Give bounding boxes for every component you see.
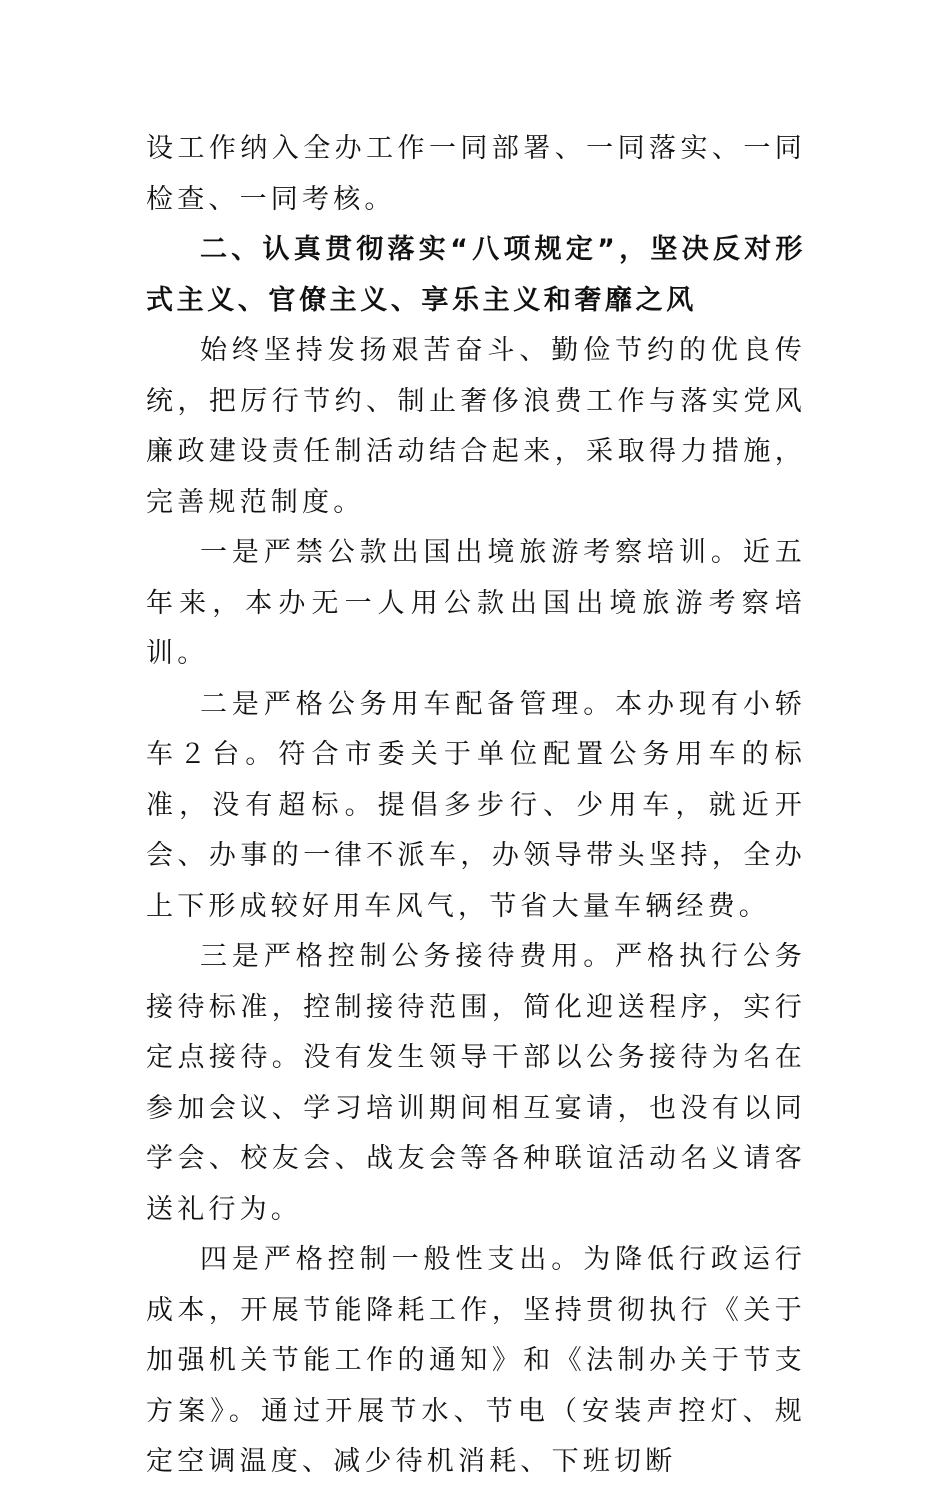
paragraph-intro: 始终坚持发扬艰苦奋斗、勤俭节约的优良传统，把厉行节约、制止奢侈浪费工作与落实党风廉政建设责任制活动结合起来，采取得力措施，完善规范制度。 [146, 335, 806, 518]
paragraph-item-1: 一是严禁公款出国出境旅游考察培训。近五年来，本办无一人用公款出国出境旅游考察培训。 [146, 537, 806, 669]
section-heading: 二、认真贯彻落实“八项规定”，坚决反对形式主义、官僚主义、享乐主义和奢靡之风 [146, 234, 806, 316]
paragraph-item-3: 三是严格控制公务接待费用。严格执行公务接待标准，控制接待范围，简化迎送程序，实行定点接待。没有发生领导干部以公务接待为名在参加会议、学习培训期间相互宴请，也没有以同学会、校友会、战友会等各种联谊活动名义请客送礼行为。 [146, 941, 806, 1225]
paragraph-continuation: 设工作纳入全办工作一同部署、一同落实、一同检查、一同考核。 [146, 133, 806, 215]
paragraph-item-2: 二是严格公务用车配备管理。本办现有小轿车２台。符合市委关于单位配置公务用车的标准，没有超标。提倡多步行、少用车，就近开会、办事的一律不派车，办领导带头坚持，全办上下形成较好用车风气，节省大量车辆经费。 [146, 688, 806, 922]
paragraph-item-4: 四是严格控制一般性支出。为降低行政运行成本，开展节能降耗工作，坚持贯彻执行《关于加强机关节能工作的通知》和《法制办关于节支方案》。通过开展节水、节电（安装声控灯、规定空调温度、减少待机消耗、下班切断 [146, 1244, 806, 1477]
document-body [146, 124, 806, 1488]
